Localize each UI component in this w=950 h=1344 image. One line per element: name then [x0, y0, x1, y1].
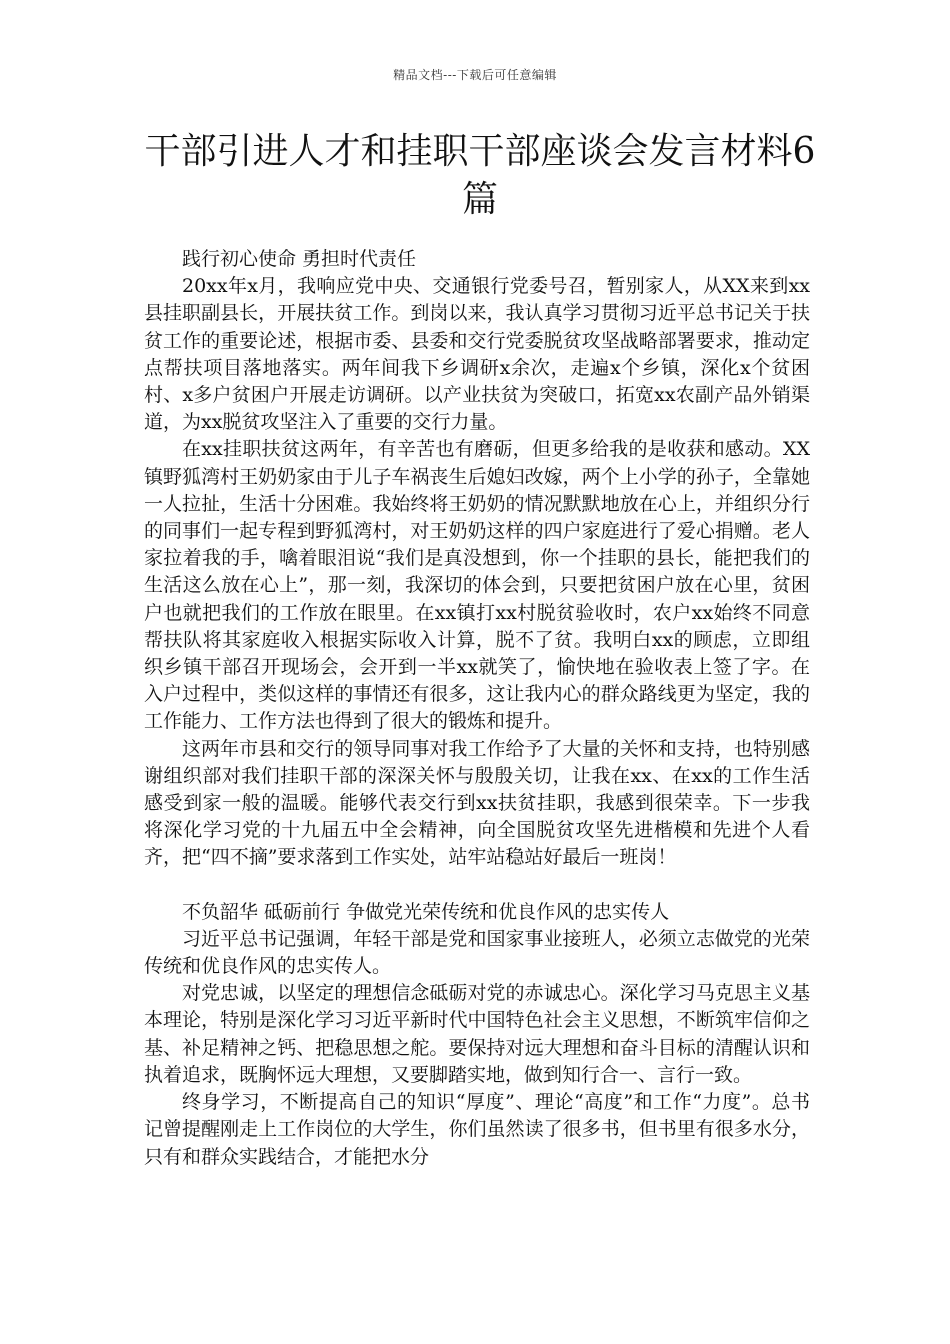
body-paragraph: 终身学习，不断提高自己的知识“厚度”、理论“高度”和工作“力度”。总书记曾提醒刚走上工作岗位的大学生，你们虽然读了很多书，但书里有很多水分，只有和群众实践结合，才能把水分 [144, 1091, 810, 1168]
body-paragraph: 对党忠诚，以坚定的理想信念砥砺对党的赤诚忠心。深化学习马克思主义基本理论，特别是深化学习习近平新时代中国特色社会主义思想，不断筑牢信仰之基、补足精神之钙、把稳思想之舵。要保持对远大理想和奋斗目标的清醒认识和执着追求，既胸怀远大理想，又要脚踏实地，做到知行合一、言行一致。 [144, 982, 810, 1086]
section-heading: 不负韶华 砥砺前行 争做党光荣传统和优良作风的忠实传人 [182, 900, 670, 923]
body-paragraph: 习近平总书记强调，年轻干部是党和国家事业接班人，必须立志做党的光荣传统和优良作风的忠实传人。 [144, 927, 810, 978]
document-header-note: 精品文档---下载后可任意编辑 [393, 68, 557, 82]
document-title: 干部引进人才和挂职干部座谈会发言材料6篇 [144, 131, 816, 220]
body-paragraph: 20xx年x月，我响应党中央、交通银行党委号召，暂别家人，从XX来到xx县挂职副县长，开展扶贫工作。到岗以来，我认真学习贯彻习近平总书记关于扶贫工作的重要论述，根据市委、县委和交行党委脱贫攻坚战略部署要求，推动定点帮扶项目落地落实。两年间我下乡调研x余次，走遍x个乡镇，深化x个贫困村、x多户贫困户开展走访调研。以产业扶贫为突破口，拓宽xx农副产品外销渠道，为xx脱贫攻坚注入了重要的交行力量。 [144, 275, 810, 434]
document-body [144, 246, 810, 1171]
body-paragraph: 在xx挂职扶贫这两年，有辛苦也有磨砺，但更多给我的是收获和感动。XX镇野狐湾村王奶奶家由于儿子车祸丧生后媳妇改嫁，两个上小学的孙子，全靠她一人拉扯，生活十分困难。我始终将王奶奶的情况默默地放在心上，并组织分行的同事们一起专程到野狐湾村，对王奶奶这样的四户家庭进行了爱心捐赠。老人家拉着我的手，噙着眼泪说“我们是真没想到，你一个挂职的县长，能把我们的生活这么放在心上”，那一刻，我深切的体会到，只要把贫困户放在心里，贫困户也就把我们的工作放在眼里。在xx镇打xx村脱贫验收时，农户xx始终不同意帮扶队将其家庭收入根据实际收入计算，脱不了贫。我明白xx的顾虑，立即组织乡镇干部召开现场会，会开到一半xx就笑了，愉快地在验收表上签了字。在入户过程中，类似这样的事情还有很多，这让我内心的群众路线更为坚定，我的工作能力、工作方法也得到了很大的锻炼和提升。 [144, 438, 810, 733]
body-paragraph: 这两年市县和交行的领导同事对我工作给予了大量的关怀和支持，也特别感谢组织部对我们挂职干部的深深关怀与殷殷关切，让我在xx、在xx的工作生活感受到家一般的温暖。能够代表交行到xx扶贫挂职，我感到很荣幸。下一步我将深化学习党的十九届五中全会精神，向全国脱贫攻坚先进楷模和先进个人看齐，把“四不摘”要求落到工作实处，站牢站稳站好最后一班岗！ [144, 737, 810, 869]
section-heading: 践行初心使命 勇担时代责任 [182, 248, 417, 270]
section-spacer [144, 872, 810, 899]
